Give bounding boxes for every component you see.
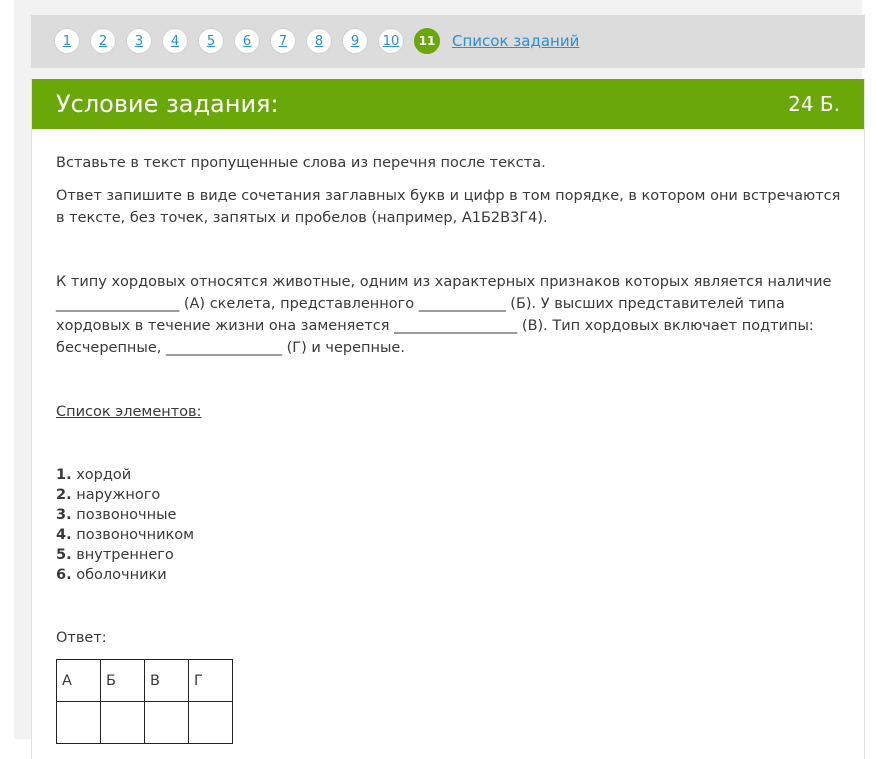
page-link-4[interactable]: 4 [162, 28, 188, 54]
page-link-5[interactable]: 5 [198, 28, 224, 54]
item-text: наружного [76, 487, 161, 503]
list-item [56, 505, 194, 525]
page-link-9[interactable]: 9 [342, 28, 368, 54]
item-number: 5. [56, 547, 72, 563]
item-number: 1. [56, 467, 72, 483]
item-text: позвоночником [76, 527, 195, 543]
answer-column-b: Б [101, 660, 145, 702]
task-card-header [32, 79, 864, 129]
task-text: К типу хордовых относятся животные, одним из характерных признаков которых является наличие _________________ (А) скелета, представленного ____________ (Б). У высших представителей типа хордовых в течение жизни она заменяется _________________ (В). Тип хордовых включает подтипы: бесчерепные, ________________ (Г) и черепные. [56, 274, 832, 356]
answer-label: Ответ: [56, 630, 107, 646]
task-title: Условие задания: [56, 90, 279, 118]
page-link-7[interactable]: 7 [270, 28, 296, 54]
page-link-2[interactable]: 2 [90, 28, 116, 54]
item-number: 4. [56, 527, 72, 543]
page-link-3[interactable]: 3 [126, 28, 152, 54]
task-navigation [31, 15, 865, 68]
answer-column-a: А [57, 660, 101, 702]
item-text: позвоночные [76, 507, 177, 523]
task-card [31, 79, 865, 759]
answer-cell-g[interactable] [189, 702, 233, 744]
page-link-10[interactable]: 10 [378, 28, 404, 54]
item-number: 6. [56, 567, 72, 583]
instruction-line-2: Ответ запишите в виде сочетания заглавных букв и цифр в том порядке, в котором они встречаются в тексте, без точек, запятых и пробелов (например, А1Б2В3Г4). [56, 188, 841, 226]
list-item [56, 525, 194, 545]
item-text: хордой [76, 467, 132, 483]
list-item [56, 545, 194, 565]
item-number: 2. [56, 487, 72, 503]
answer-cell-b[interactable] [101, 702, 145, 744]
list-item [56, 565, 194, 585]
answer-cell-v[interactable] [145, 702, 189, 744]
item-text: оболочники [76, 567, 167, 583]
list-item [56, 465, 194, 485]
elements-list [56, 465, 194, 585]
instruction-line-1: Вставьте в текст пропущенные слова из перечня после текста. [56, 155, 546, 171]
task-points: 24 Б. [788, 92, 840, 116]
answer-header-row [57, 660, 233, 702]
answer-column-g: Г [189, 660, 233, 702]
answer-input-row [57, 702, 233, 744]
elements-heading: Список элементов: [56, 404, 202, 420]
page-link-1[interactable]: 1 [54, 28, 80, 54]
item-text: внутреннего [76, 547, 174, 563]
list-item [56, 485, 194, 505]
task-list-link[interactable]: Список заданий [452, 32, 580, 50]
item-number: 3. [56, 507, 72, 523]
page-link-current[interactable]: 11 [414, 28, 440, 54]
page-link-6[interactable]: 6 [234, 28, 260, 54]
answer-cell-a[interactable] [57, 702, 101, 744]
answer-column-v: В [145, 660, 189, 702]
answer-table [56, 659, 233, 744]
page-link-8[interactable]: 8 [306, 28, 332, 54]
page-list [54, 28, 579, 54]
